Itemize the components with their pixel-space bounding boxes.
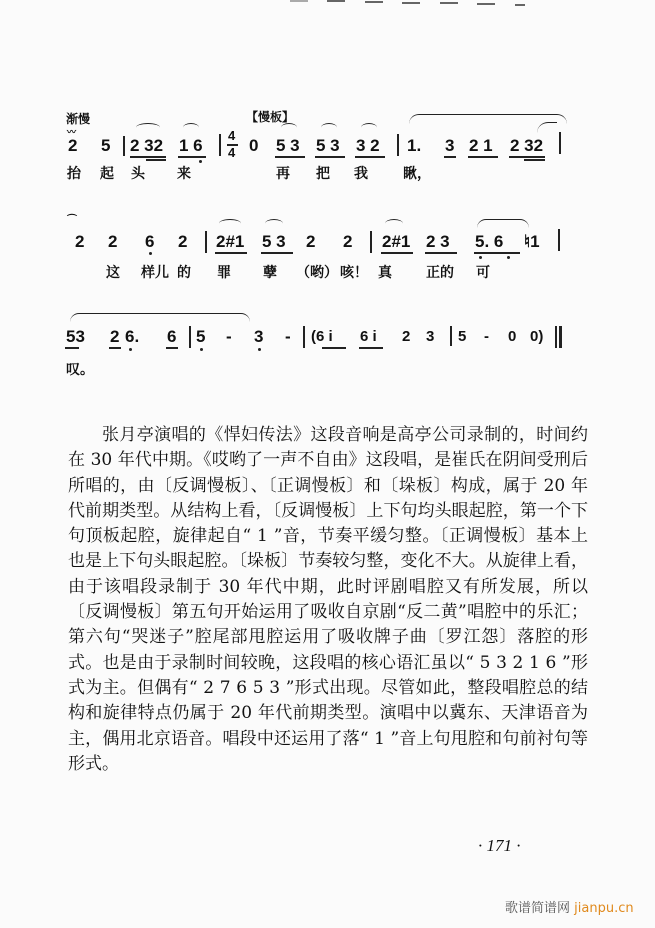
lyric: 抬	[67, 166, 81, 182]
note: 3	[426, 328, 435, 345]
note: 2#1	[382, 232, 411, 251]
beam	[275, 156, 305, 158]
note: 2	[108, 232, 118, 251]
note: 2	[306, 232, 316, 251]
note: 3	[254, 327, 264, 346]
slur	[537, 122, 557, 133]
jianpu-score	[0, 0, 655, 400]
beam	[509, 156, 545, 158]
low-octave-dot	[479, 256, 482, 259]
note: 6.	[125, 327, 140, 346]
low-octave-dot	[200, 348, 203, 351]
paragraph-text: 张月亭演唱的《悍妇传法》这段音响是高亭公司录制的，时间约在 30 年代中期。《哎哟了一声不自由》这段唱，是崔氏在阴间受刑后所唱的，由〔反调慢板〕、〔正调慢板〕和〔垛板〕构成，属于 20 年代前期类型。从结构上看，〔反调慢板〕上下句均头眼起腔，第一个下句顶板起腔，旋律起自“ 1 ”音，节奏平缓匀整。〔正调慢板〕基本上也是上下句头眼起腔。〔垛板〕节奏较匀整，变化不大。从旋律上看，由于该唱段录制于 30 年代中期，此时评剧唱腔又有所发展，所以〔反调慢板〕第五句开始运用了吸收自京剧“反二黄”唱腔中的乐汇；第六句“哭迷子”腔尾部甩腔运用了吸收牌子曲〔罗江怨〕落腔的形式。也是由于录制时间较晚，这段唱的核心语汇虽以“ 5 3 2 1 6 ”形式为主。但偶有“ 2 7 6 5 3 ”形式出现。尽管如此，整段唱腔总的结构和旋律特点仍属于 20 年代前期类型。演唱中以冀东、天津语音为主，偶用北京语音。唱段中还运用了落“ 1 ”音上句甩腔和句前衬句等形式。	[68, 425, 588, 774]
slur	[183, 123, 199, 132]
lyric: 来	[177, 166, 191, 182]
low-octave-dot	[258, 348, 261, 351]
note: 2	[68, 136, 78, 155]
slur	[281, 123, 297, 132]
bar-line	[303, 326, 305, 348]
lyric: 咳！	[340, 265, 368, 281]
beam	[322, 347, 346, 349]
lyric: 我	[354, 166, 368, 182]
beam	[355, 156, 385, 158]
beam	[130, 156, 166, 158]
note: 5	[458, 328, 467, 345]
lyric: 起	[100, 166, 114, 182]
final-bar-line	[559, 326, 562, 348]
note: 5 3	[276, 136, 300, 155]
lyric: 罪	[217, 265, 231, 281]
note: (6 i	[311, 328, 333, 345]
lyric: 瞅，	[403, 166, 431, 182]
beam	[468, 156, 498, 158]
note: 2 3	[426, 232, 450, 251]
note: 5 3	[316, 136, 340, 155]
beam	[315, 156, 345, 158]
watermark	[505, 897, 634, 916]
note: 2#1	[216, 232, 245, 251]
note: 0)	[530, 328, 544, 345]
beam	[425, 252, 457, 254]
beam	[261, 252, 293, 254]
note: 2	[178, 232, 188, 251]
note: 2	[110, 327, 120, 346]
lyric: 样儿	[141, 265, 169, 281]
beam	[524, 159, 545, 161]
slur	[385, 219, 403, 228]
lyric: 正的	[426, 265, 454, 281]
bar-line	[219, 134, 221, 156]
note: 3	[445, 136, 455, 155]
beam	[65, 347, 79, 349]
note: -	[484, 328, 489, 345]
bar-line	[558, 229, 560, 251]
page-number: · 171 ·	[478, 836, 521, 855]
lyric: 这	[106, 265, 120, 281]
beam	[444, 156, 456, 158]
slur	[321, 123, 337, 132]
lyric: 真	[378, 265, 392, 281]
slur	[265, 219, 283, 228]
beam	[474, 252, 520, 254]
note: 0	[249, 136, 259, 155]
note: 1 6	[179, 136, 203, 155]
lyric: 可	[476, 265, 490, 281]
low-octave-dot	[507, 256, 510, 259]
bar-line	[370, 231, 372, 253]
beam	[109, 347, 121, 349]
note: 6 i	[360, 328, 377, 345]
beam	[166, 347, 178, 349]
tempo-mark: 渐慢	[66, 112, 91, 126]
note: 2 32	[130, 136, 164, 155]
note: 2 1	[469, 136, 493, 155]
lyric: 再	[276, 166, 290, 182]
note: 5	[196, 327, 206, 346]
time-signature-bottom: 4	[228, 145, 236, 160]
note: 1.	[407, 136, 422, 155]
bar-line	[450, 326, 452, 346]
section-mark: 【慢板】	[246, 110, 295, 124]
bar-line	[123, 136, 125, 156]
accent-mark: 〰	[67, 128, 77, 138]
note: 2	[402, 328, 411, 345]
beam	[381, 252, 413, 254]
note: -	[285, 327, 291, 346]
note: ♮1	[524, 232, 540, 251]
slur	[477, 219, 529, 228]
lyric: 孽	[263, 265, 277, 281]
note: 5	[101, 136, 111, 155]
slur	[136, 123, 160, 132]
note: -	[226, 327, 232, 346]
note: 0	[508, 328, 517, 345]
note: 2	[343, 232, 353, 251]
lyric: （哟）	[296, 265, 338, 281]
note: 5. 6	[475, 232, 504, 251]
lyric: 叹。	[66, 362, 94, 378]
note: 6	[145, 232, 155, 251]
beam	[215, 252, 247, 254]
body-paragraph	[68, 423, 588, 777]
beam	[178, 156, 206, 158]
bar-line	[189, 326, 191, 348]
bar-line	[559, 132, 561, 154]
beam	[146, 159, 166, 161]
lyric: 的	[177, 265, 191, 281]
low-octave-dot	[199, 160, 202, 163]
note: 6	[167, 327, 177, 346]
low-octave-dot	[149, 252, 152, 255]
glide-mark: ⌒	[67, 215, 77, 226]
slur	[361, 123, 377, 132]
slur	[219, 219, 241, 228]
bar-line	[397, 134, 399, 156]
time-signature-top: 4	[228, 128, 236, 143]
watermark-cn: 歌谱简谱网	[505, 901, 571, 916]
note: 53	[66, 327, 85, 346]
lyric: 把	[316, 166, 330, 182]
note: 2	[75, 232, 85, 251]
note: 5 3	[262, 232, 286, 251]
final-bar-line	[555, 326, 557, 348]
note: 2 32	[510, 136, 544, 155]
bar-line	[205, 231, 207, 253]
watermark-domain: jianpu.cn	[574, 901, 634, 916]
note: 3 2	[356, 136, 380, 155]
beam	[359, 347, 383, 349]
tie	[70, 313, 250, 322]
low-octave-dot	[129, 348, 132, 351]
lyric: 头	[131, 166, 145, 182]
